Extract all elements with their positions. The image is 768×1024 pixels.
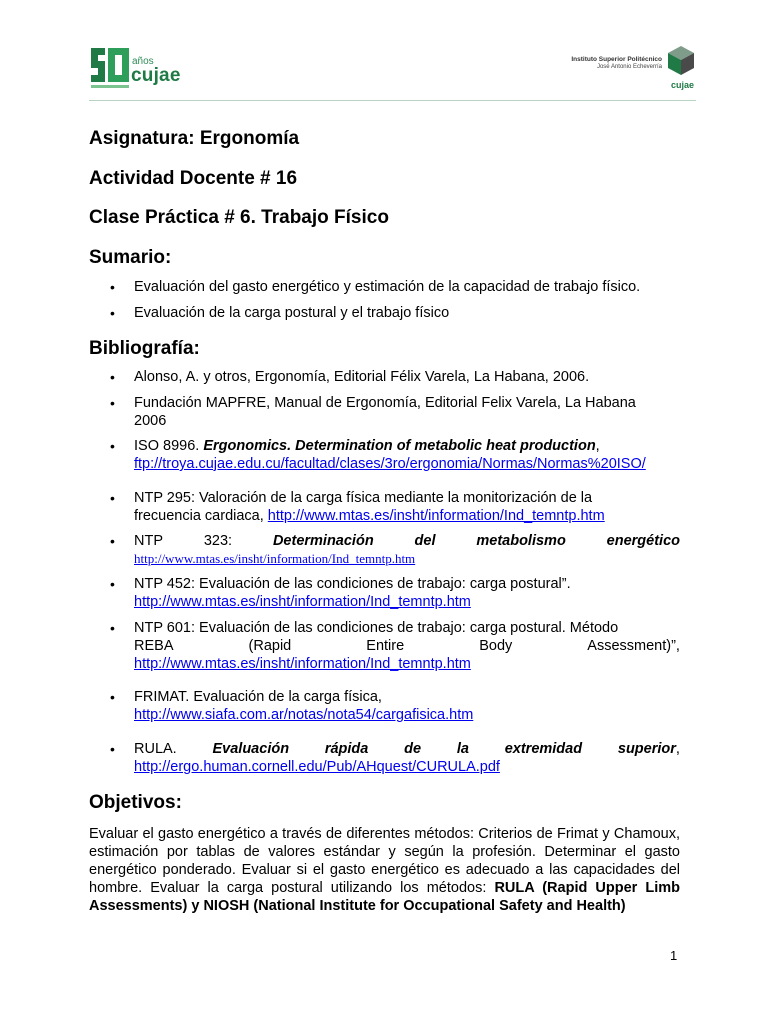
- ntp323-link[interactable]: http://www.mtas.es/insht/information/Ind_temntp.htm: [134, 551, 416, 566]
- header-divider: [89, 100, 696, 101]
- page-number: 1: [670, 948, 678, 963]
- bullet-icon: •: [110, 533, 115, 549]
- iso-link[interactable]: ftp://troya.cujae.edu.cu/facultad/clases/3ro/ergonomia/Normas/Normas%20ISO/: [134, 456, 646, 472]
- fifty-logo-icon: [89, 44, 131, 90]
- ntp295-link[interactable]: http://www.mtas.es/insht/information/Ind_temntp.htm: [267, 508, 605, 524]
- logo-cujae-text: cujae: [131, 65, 181, 86]
- bullet-icon: •: [110, 576, 115, 592]
- heading-sumario: Sumario:: [89, 247, 172, 268]
- document-page: años cujae Instituto Superior Politécnico José Antonio Echeverría cujae Asignatura: Ergonomía Actividad Docente # 16 Clase Práctica # 6. Trabajo Físico Sumario: • Evaluación del gasto energético y estimación de la capacidad de trabajo físico. • Evaluación de la carga postural y el trabajo físico Bibliografía: • Alonso, A. y otros, Ergonomía, Editorial Félix Varela, La Habana, 2006. • Fundación MAPFRE, Manual de Ergonomía, Editorial Felix Varela, La Habana 2006 • ISO 8996. Ergonomics. Determination of metabolic heat production, ftp://troya.cujae.edu.cu/facultad/clases/3ro/ergonomia/Normas/Normas%20ISO/ • NTP 295: Valoración de la carga física mediante la monitorización de la frecuencia cardiaca, http://www.mtas.es/insht/information/Ind_temntp.htm • NTP 323: Determinación del metabolismo energético http://www.mtas.es/insht/information/Ind_temntp.htm • NTP 452: Evaluación de las condiciones de trabajo: carga postural”. http://www.mtas.es/insht/information/Ind_temntp.htm • NTP 601: Evaluación de las condiciones de trabajo: carga postural. Método REBA (Rapid Entire Body Assessment)”, http://www.mtas.es/insht/information/Ind_temntp.htm • FRIMAT. Evaluación de la carga física, http://www.siafa.com.ar/notas/nota54/cargafisica.htm • RULA. Evaluación rápida de la extremidad superior, http://ergo.human.cornell.edu/Pub/AHquest/CURULA.pdf Objetivos: Evaluar el gasto energético a través de diferentes métodos: Criterios de Frimat y Chamoux, estimación por tablas de valores estándar y según la profesión. Determinar el gasto energético ponderado. Evaluar si el gasto energético es adecuado a las capacidades del hombre. Evaluar la carga postural utilizando los métodos: RULA (Rapid Upper Limb Assessments) y NIOSH (National Institute for Occupational Safety and Health) 1: [0, 0, 768, 1024]
- cujae-50-anos-logo: [89, 44, 189, 90]
- cube-logo-icon: [666, 44, 696, 78]
- bullet-icon: •: [110, 741, 115, 757]
- institute-logo: [566, 44, 696, 92]
- heading-clase: Clase Práctica # 6. Trabajo Físico: [89, 207, 389, 228]
- rula-link[interactable]: http://ergo.human.cornell.edu/Pub/AHquest/CURULA.pdf: [134, 759, 500, 775]
- bullet-icon: •: [110, 438, 115, 454]
- bullet-icon: •: [110, 490, 115, 506]
- bullet-icon: •: [110, 305, 115, 321]
- institute-logo-label: cujae: [670, 80, 694, 90]
- page-header: [89, 40, 696, 102]
- bullet-icon: •: [110, 620, 115, 636]
- bullet-icon: •: [110, 689, 115, 705]
- institute-subname: José Antonio Echeverría: [596, 64, 662, 70]
- bullet-icon: •: [110, 279, 115, 295]
- institute-name: Instituto Superior Politécnico: [571, 56, 662, 63]
- bullet-icon: •: [110, 395, 115, 411]
- heading-actividad: Actividad Docente # 16: [89, 168, 298, 189]
- heading-objetivos: Objetivos:: [89, 792, 182, 813]
- heading-asignatura: Asignatura: Ergonomía: [89, 128, 300, 149]
- bullet-icon: •: [110, 369, 115, 385]
- ntp452-link[interactable]: http://www.mtas.es/insht/information/Ind_temntp.htm: [134, 594, 471, 610]
- logo-anos-text: años: [132, 56, 154, 67]
- objetivos-paragraph: Evaluar el gasto energético a través de diferentes métodos: Criterios de Frimat y Chamoux, estimación por tablas de valores estándar y según la profesión. Determinar el gasto energético ponderado. Evaluar si el gasto energético es adecuado a las capacidades del hombre. Evaluar la carga postural utilizando los métodos: RULA (Rapid Upper Limb Assessments) y NIOSH (National Institute for Occupational Safety and Health): [89, 826, 680, 914]
- heading-bibliografia: Bibliografía:: [89, 338, 200, 359]
- ntp601-link[interactable]: http://www.mtas.es/insht/information/Ind_temntp.htm: [134, 656, 471, 672]
- frimat-link[interactable]: http://www.siafa.com.ar/notas/nota54/cargafisica.htm: [134, 707, 474, 723]
